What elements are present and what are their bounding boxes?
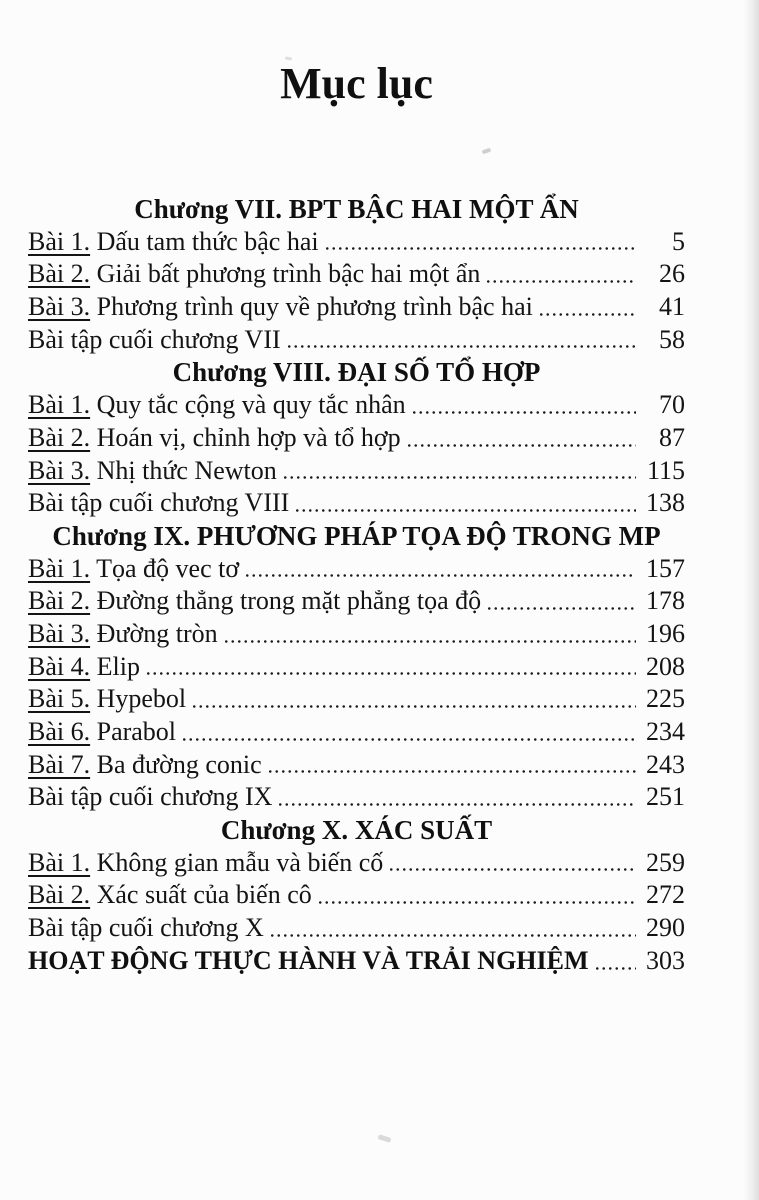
dot-leader (538, 313, 636, 316)
toc-entry-label: Bài 3. (28, 618, 91, 648)
toc-entry (28, 651, 685, 684)
page-number: 225 (646, 684, 685, 714)
page-number: 196 (646, 618, 685, 648)
page-number: 303 (646, 945, 685, 975)
toc-entry (28, 553, 685, 586)
toc-entry-title: Bài 2. Giải bất phương trình bậc hai một ẩn (28, 259, 481, 289)
toc-entry-title: Bài 2. Đường thẳng trong mặt phẳng tọa độ (28, 586, 482, 616)
toc-entry-title: Bài 5. Hypebol (28, 684, 187, 714)
toc-entry-label: Bài 1. (28, 390, 91, 420)
toc-entry (28, 226, 685, 259)
toc-entry-label: Bài 5. (28, 684, 91, 714)
toc-entry-label: Bài 2. (28, 422, 91, 452)
toc-entry-label: Bài 1. (28, 226, 91, 256)
page-number: 157 (646, 553, 685, 583)
dot-leader (277, 803, 636, 806)
toc-entry (28, 291, 685, 324)
toc-entry-label: Bài 6. (28, 717, 91, 746)
toc-entry-title: Bài 2. Hoán vị, chỉnh hợp và tổ hợp (28, 422, 401, 452)
page-number: 272 (646, 880, 685, 910)
dot-leader (406, 444, 636, 447)
toc-entry (28, 422, 685, 455)
dot-leader (286, 345, 636, 348)
toc-entry-label: Bài 2. (28, 259, 91, 289)
chapter-heading: Chương X. XÁC SUẤT (220, 815, 493, 846)
toc-entry-title: Bài 1. Quy tắc cộng và quy tắc nhân (28, 390, 406, 420)
page-content (28, 0, 685, 978)
page-number: 178 (646, 586, 685, 616)
page-title: Mục lục (280, 59, 433, 108)
page-number: 234 (646, 717, 685, 746)
toc-entry (28, 618, 685, 651)
scan-artifact (378, 1134, 392, 1143)
toc-entry-title: Bài 2. Xác suất của biến cô (28, 880, 312, 910)
toc-entry-label: Bài 3. (28, 292, 91, 322)
page-number: 243 (646, 749, 685, 779)
dot-leader (388, 868, 636, 871)
toc-entry-title: Bài 3. Nhị thức Newton (28, 455, 277, 485)
dot-leader (324, 247, 636, 250)
dot-leader (486, 607, 636, 610)
chapter-heading: Chương IX. PHƯƠNG PHÁP TỌA ĐỘ TRONG MP (52, 520, 661, 551)
page-number: 115 (646, 455, 685, 485)
toc-entry (28, 749, 685, 782)
page-number: 70 (659, 390, 685, 420)
toc-entry-title: Bài 3. Đường tròn (28, 618, 218, 648)
dot-leader (269, 934, 636, 937)
toc-entry (28, 324, 685, 357)
toc-entry-title: Bài 1. Dấu tam thức bậc hai (28, 226, 319, 256)
page-number: 138 (646, 488, 685, 518)
dot-leader (411, 411, 636, 414)
toc-entry (28, 912, 685, 945)
dot-leader (145, 672, 636, 675)
dot-leader (317, 901, 636, 904)
dot-leader (223, 640, 636, 643)
dot-leader (191, 705, 636, 708)
toc-entry-label: Bài 1. (28, 847, 91, 877)
chapter-heading: Chương VII. BPT BẬC HAI MỘT ẨN (134, 194, 579, 224)
chapter-heading: Chương VIII. ĐẠI SỐ TỔ HỢP (172, 357, 541, 388)
toc-entry-label: Bài 2. (28, 880, 91, 910)
toc-entry-label: Bài 1. (28, 553, 91, 583)
dot-leader (485, 280, 636, 283)
dot-leader (244, 574, 636, 577)
dot-leader (282, 476, 636, 479)
toc-entry (28, 487, 685, 520)
toc-entry-label: Bài 7. (28, 749, 91, 779)
toc-entry-label: Bài 4. (28, 651, 91, 681)
page-number: 87 (659, 422, 685, 452)
toc-entry-title: Bài tập cuối chương VII (28, 324, 281, 354)
toc-entry (28, 879, 685, 912)
toc-entry-title: Bài 4. Elip (28, 651, 140, 681)
toc-entry (28, 847, 685, 880)
toc-entry (28, 781, 685, 814)
page-number: 26 (659, 259, 685, 289)
page-number: 208 (646, 651, 685, 681)
toc-entry (28, 389, 685, 422)
dot-leader (181, 738, 636, 741)
toc-entry-title: Bài 1. Tọa độ vec tơ (28, 553, 240, 583)
toc-entry-label: Bài 3. (28, 455, 91, 485)
page-number: 259 (646, 847, 685, 877)
page-number: 5 (672, 226, 685, 256)
page-number: 41 (659, 292, 685, 322)
dot-leader (267, 770, 636, 773)
page-number: 251 (646, 782, 685, 812)
dot-leader (594, 967, 636, 970)
toc-entry-title: HOẠT ĐỘNG THỰC HÀNH VÀ TRẢI NGHIỆM (28, 945, 589, 975)
toc-entry (28, 258, 685, 291)
toc-entry-title: Bài tập cuối chương X (28, 913, 264, 943)
toc-entry-title: Bài tập cuối chương IX (28, 782, 273, 812)
toc-list (28, 193, 685, 978)
toc-entry (28, 683, 685, 716)
toc-entry-title: Bài 3. Phương trình quy về phương trình bậc hai (28, 292, 533, 322)
toc-entry (28, 716, 685, 749)
page-number: 58 (659, 324, 685, 354)
toc-entry-title: Bài 7. Ba đường conic (28, 749, 262, 779)
toc-entry (28, 585, 685, 618)
toc-entry-title: Bài 6. Parabol (28, 717, 177, 746)
toc-entry-title: Bài 1. Không gian mẫu và biến cố (28, 847, 384, 877)
toc-entry (28, 945, 685, 978)
page-number: 290 (646, 913, 685, 943)
page-edge-shadow (743, 0, 759, 1200)
toc-entry-label: Bài 2. (28, 586, 91, 616)
toc-entry-title: Bài tập cuối chương VIII (28, 488, 290, 518)
toc-entry (28, 455, 685, 488)
dot-leader (294, 509, 636, 512)
